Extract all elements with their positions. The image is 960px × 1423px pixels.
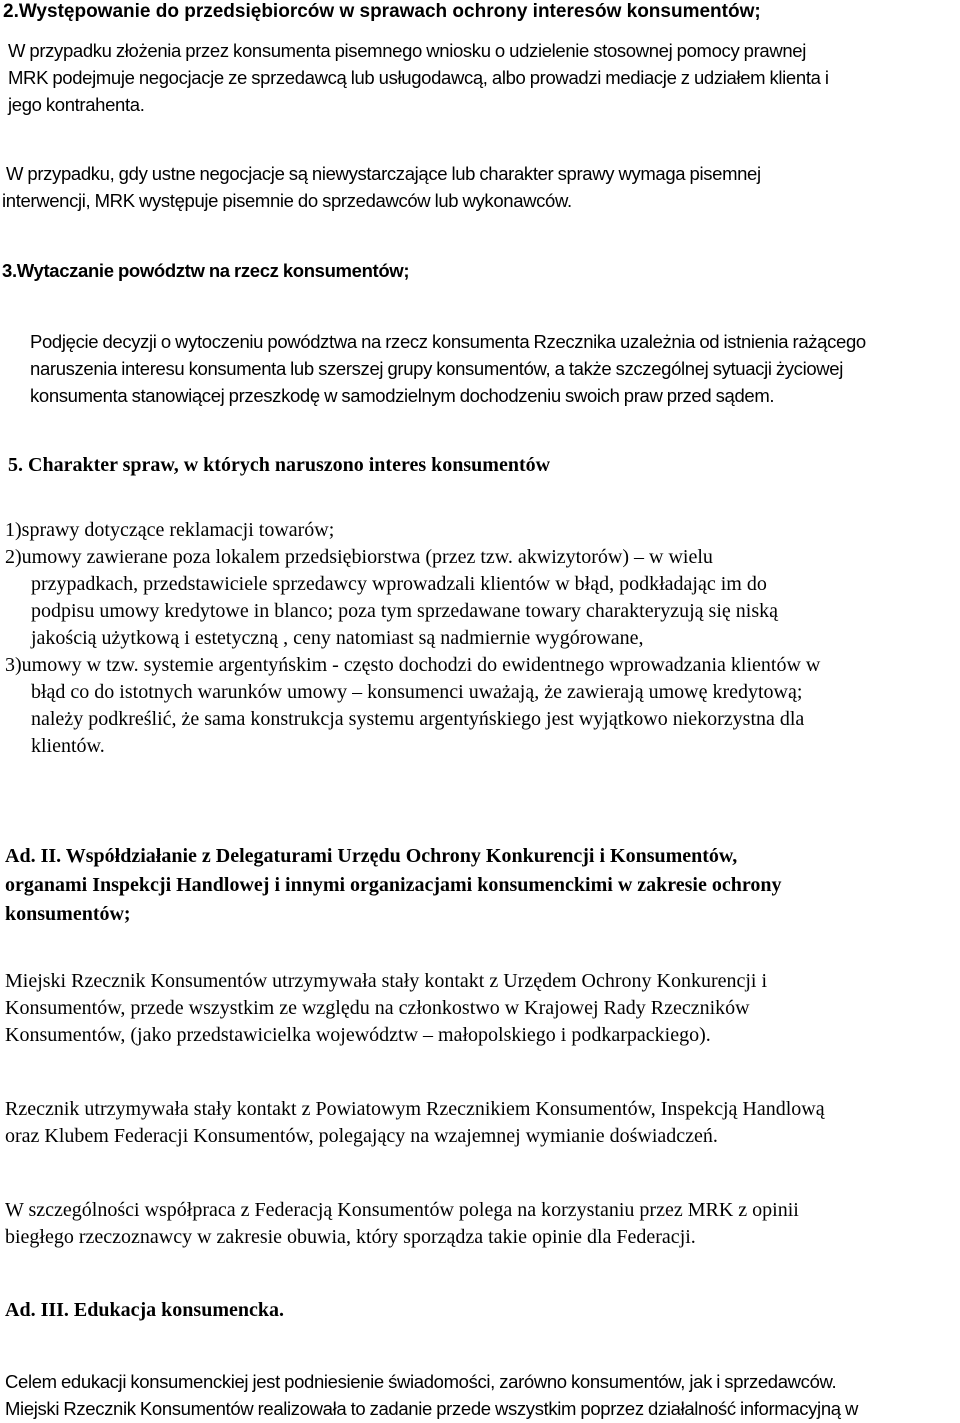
- list-item-continuation: błąd co do istotnych warunków umowy – konsumenci uważają, że zawierają umowę kredytową;: [31, 681, 803, 703]
- section-5-heading: 5. Charakter spraw, w których naruszono interes konsumentów: [8, 454, 551, 476]
- text-line: biegłego rzeczoznawcy w zakresie obuwia, który sporządza takie opinie dla Federacji.: [5, 1226, 696, 1248]
- section-3-heading: 3.Wytaczanie powództw na rzecz konsumentów;: [2, 260, 410, 281]
- heading-line: Ad. II. Współdziałanie z Delegaturami Urzędu Ochrony Konkurencji i Konsumentów,: [5, 845, 738, 867]
- section-2-paragraph-1: [8, 37, 829, 118]
- ad-ii-heading: [5, 842, 782, 929]
- list-item-continuation: przypadkach, przedstawiciele sprzedawcy wprowadzali klientów w błąd, podkładając im do: [31, 573, 767, 595]
- section-2-paragraph-2: [2, 160, 761, 214]
- text-line: Konsumentów, przede wszystkim ze względu na członkostwo w Krajowej Rady Rzeczników: [5, 997, 750, 1019]
- section-5-list: [5, 517, 820, 760]
- ad-ii-paragraph-3: [5, 1197, 799, 1251]
- section-3-paragraph: [30, 328, 866, 409]
- text-line: Celem edukacji konsumenckiej jest podniesienie świadomości, zarówno konsumentów, jak i sprzedawców.: [5, 1371, 837, 1392]
- list-item-continuation: podpisu umowy kredytowe in blanco; poza tym sprzedawane towary charakteryzują się niską: [31, 600, 778, 622]
- text-line: interwencji, MRK występuje pisemnie do sprzedawców lub wykonawców.: [2, 190, 572, 211]
- text-line: W przypadku złożenia przez konsumenta pisemnego wniosku o udzielenie stosownej pomocy prawnej: [8, 40, 806, 61]
- text-line: W przypadku, gdy ustne negocjacje są niewystarczające lub charakter sprawy wymaga pisemnej: [6, 163, 761, 184]
- text-line: MRK podejmuje negocjacje ze sprzedawcą lub usługodawcą, albo prowadzi mediacje z udziałem klienta i: [8, 67, 829, 88]
- text-line: Podjęcie decyzji o wytoczeniu powództwa na rzecz konsumenta Rzecznika uzależnia od istnienia rażącego: [30, 331, 866, 352]
- text-line: naruszenia interesu konsumenta lub szerszej grupy konsumentów, a także szczególnej sytuacji życiowej: [30, 358, 843, 379]
- text-line: Rzecznik utrzymywała stały kontakt z Powiatowym Rzecznikiem Konsumentów, Inspekcją Handlową: [5, 1098, 825, 1120]
- heading-line: konsumentów;: [5, 903, 131, 925]
- text-line: konsumenta stanowiącej przeszkodę w samodzielnym dochodzeniu swoich praw przed sądem.: [30, 385, 775, 406]
- text-line: Miejski Rzecznik Konsumentów utrzymywała stały kontakt z Urzędem Ochrony Konkurencji i: [5, 970, 768, 992]
- text-line: W szczególności współpraca z Federacją Konsumentów polega na korzystaniu przez MRK z opinii: [5, 1199, 799, 1221]
- list-item-continuation: klientów.: [31, 735, 105, 757]
- ad-iii-heading: Ad. III. Edukacja konsumencka.: [5, 1299, 284, 1321]
- text-line: Konsumentów, (jako przedstawicielka województw – małopolskiego i podkarpackiego).: [5, 1024, 711, 1046]
- ad-iii-paragraph: [5, 1368, 858, 1422]
- list-item: 2)umowy zawierane poza lokalem przedsiębiorstwa (przez tzw. akwizytorów) – w wielu: [5, 546, 713, 568]
- list-item-continuation: należy podkreślić, że sama konstrukcja systemu argentyńskiego jest wyjątkowo niekorzystna dla: [31, 708, 805, 730]
- list-item-continuation: jakością użytkową i estetyczną , ceny natomiast są nadmiernie wygórowane,: [31, 627, 644, 649]
- ad-ii-paragraph-2: [5, 1096, 825, 1150]
- text-line: oraz Klubem Federacji Konsumentów, polegający na wzajemnej wymianie doświadczeń.: [5, 1125, 718, 1147]
- list-item: 3)umowy w tzw. systemie argentyńskim - często dochodzi do ewidentnego wprowadzania klientów w: [5, 654, 821, 676]
- ad-ii-paragraph-1: [5, 968, 767, 1049]
- section-2-heading: 2.Występowanie do przedsiębiorców w sprawach ochrony interesów konsumentów;: [3, 1, 761, 22]
- text-line: jego kontrahenta.: [8, 94, 145, 115]
- list-item: 1)sprawy dotyczące reklamacji towarów;: [5, 519, 335, 541]
- text-line: Miejski Rzecznik Konsumentów realizowała to zadanie przede wszystkim poprzez działalność informacyjną w: [5, 1398, 858, 1419]
- heading-line: organami Inspekcji Handlowej i innymi organizacjami konsumenckimi w zakresie ochrony: [5, 874, 782, 896]
